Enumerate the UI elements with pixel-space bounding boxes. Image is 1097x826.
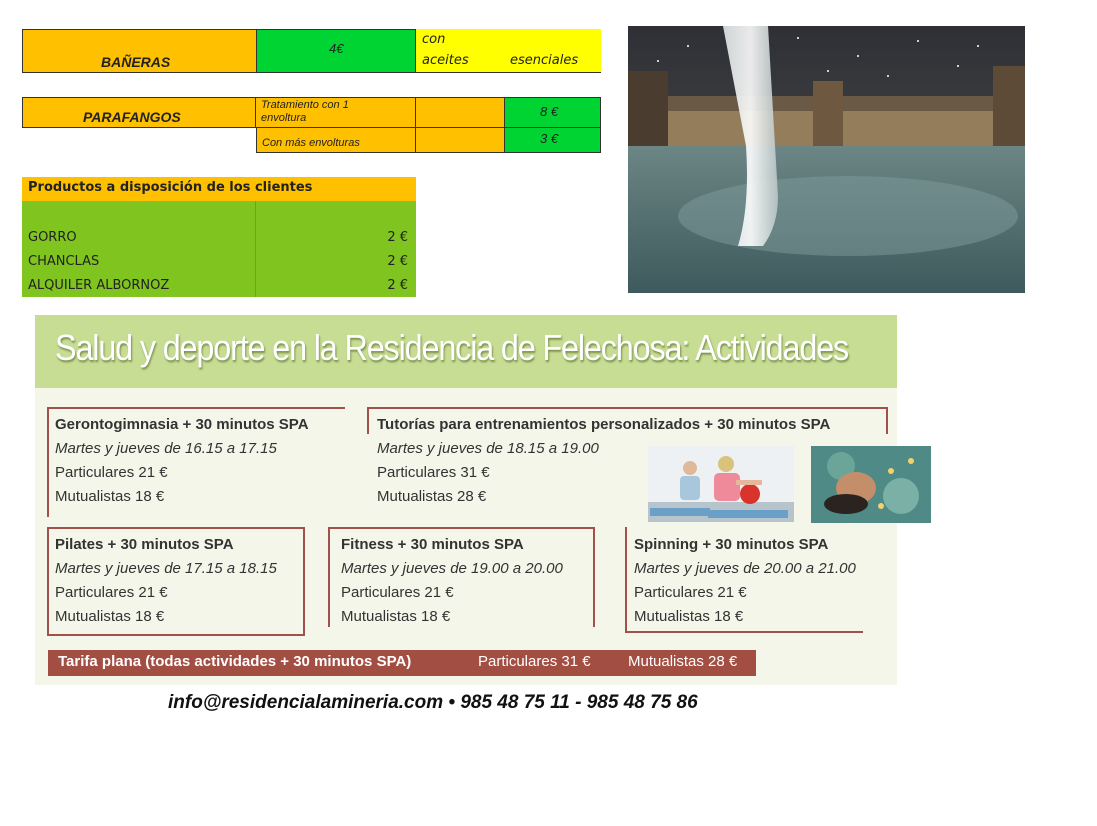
banyeras-price: 4€ [329,41,344,56]
activity-price-mutualistas: Mutualistas 18 € [634,608,744,625]
product-row-gorro [28,228,412,250]
activity-schedule: Martes y jueves de 20.00 a 21.00 [634,560,856,577]
parafangos-row2-desc-cell [256,128,416,153]
activity-title: Gerontogimnasia + 30 minutos SPA [55,416,309,433]
banyeras-note-3: esenciales [510,53,579,68]
activity-price-mutualistas: Mutualistas 18 € [55,608,165,625]
product-row-albornoz [28,276,412,298]
activity-price-particulares: Particulares 21 € [341,584,454,601]
parafangos-row1-price-cell [505,97,601,128]
activity-title: Fitness + 30 minutos SPA [341,536,524,553]
banyeras-note-cell [416,29,601,73]
products-header: Productos a disposición de los clientes [22,177,416,201]
activity-price-particulares: Particulares 21 € [55,464,168,481]
banyeras-label: BAÑERAS [101,54,171,70]
parafangos-row1-desc-cell [256,97,416,128]
exercise-class-illustration [648,446,794,522]
activity-schedule: Martes y jueves de 19.00 a 20.00 [341,560,563,577]
activity-price-mutualistas: Mutualistas 28 € [377,488,487,505]
banyeras-note-2: aceites [422,53,469,68]
spa-pool-photo [628,26,1025,293]
parafangos-row2-empty-cell [416,128,505,153]
activity-price-particulares: Particulares 31 € [377,464,490,481]
parafangos-row1-desc-2: envoltura [261,112,307,124]
banyeras-label-cell [22,29,256,73]
activity-schedule: Martes y jueves de 16.15 a 17.15 [55,440,277,457]
activity-title: Pilates + 30 minutos SPA [55,536,234,553]
parafangos-row1-desc-1: Tratamiento con 1 [261,99,349,111]
banner-header [35,315,897,388]
spa-pool-illustration [628,26,1025,293]
flat-rate-bar [48,650,756,676]
banyeras-note-1: con [422,32,446,47]
parafangos-row2-desc: Con más envolturas [262,137,360,149]
product-price: 2 € [387,278,408,293]
spa-relax-illustration [811,446,931,523]
product-price: 2 € [387,230,408,245]
activity-price-particulares: Particulares 21 € [55,584,168,601]
activity-title: Tutorías para entrenamientos personalizados + 30 minutos SPA [377,416,831,433]
activity-price-mutualistas: Mutualistas 18 € [341,608,451,625]
banner-title: Salud y deporte en la Residencia de Felechosa: Actividades [55,327,849,368]
parafangos-row1-empty-cell [416,97,505,128]
product-row-chanclas [28,252,412,274]
parafangos-row2-price: 3 € [540,131,559,146]
banyeras-price-cell [256,29,416,73]
activity-price-particulares: Particulares 21 € [634,584,747,601]
activity-schedule: Martes y jueves de 18.15 a 19.00 [377,440,599,457]
exercise-class-photo [648,446,794,522]
flat-rate-label: Tarifa plana (todas actividades + 30 minutos SPA) [58,653,412,670]
activity-title: Spinning + 30 minutos SPA [634,536,829,553]
spa-relax-photo [811,446,931,523]
flat-rate-mutualistas: Mutualistas 28 € [628,653,738,670]
product-name: ALQUILER ALBORNOZ [28,278,170,293]
activity-schedule: Martes y jueves de 17.15 a 18.15 [55,560,277,577]
parafangos-label: PARAFANGOS [83,109,181,125]
parafangos-row1-price: 8 € [540,104,559,119]
parafangos-label-cell [22,97,256,128]
contact-line: info@residencialamineria.com • 985 48 75 11 - 985 48 75 86 [168,692,698,713]
flat-rate-particulares: Particulares 31 € [478,653,591,670]
product-name: GORRO [28,230,77,245]
parafangos-row2-price-cell [505,128,601,153]
product-name: CHANCLAS [28,254,100,269]
product-price: 2 € [387,254,408,269]
activity-price-mutualistas: Mutualistas 18 € [55,488,165,505]
